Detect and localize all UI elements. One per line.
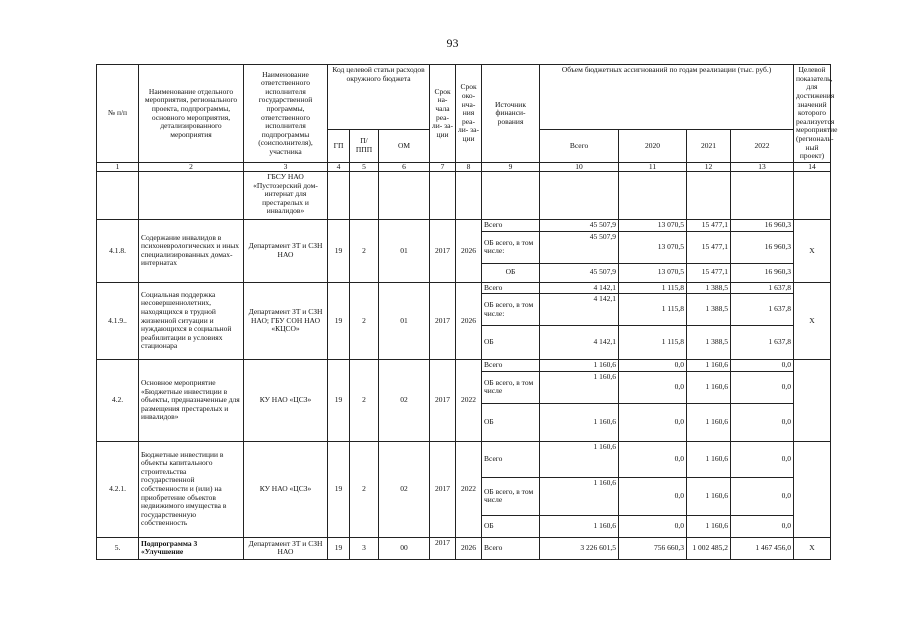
start-cell: 2017	[430, 282, 456, 360]
responsible-cell: КУ НАО «ЦСЗ»	[244, 441, 328, 537]
y2021-cell: 15 477,1	[687, 220, 731, 232]
target-cell: X	[794, 282, 831, 360]
ppp-cell: 2	[350, 282, 379, 360]
y2020-cell: 0,0	[619, 360, 687, 372]
y2020-cell: 13 070,5	[619, 231, 687, 263]
y2022-cell: 0,0	[731, 515, 794, 537]
total-cell: 1 160,6	[540, 360, 619, 372]
gp-cell: 19	[328, 360, 350, 442]
header-start: Срок на- чала реа- ли- за- ции	[430, 65, 456, 163]
row-number: 4.1.9..	[97, 282, 139, 360]
end-cell: 2022	[456, 360, 482, 442]
col-number: 8	[456, 163, 482, 172]
end-cell: 2026	[456, 537, 482, 559]
total-cell: 1 160,6	[540, 403, 619, 441]
column-number-row	[97, 163, 831, 172]
y2022-cell: 1 467 456,0	[731, 537, 794, 559]
om-cell: 01	[379, 220, 430, 283]
y2020-cell: 1 115,8	[619, 326, 687, 360]
row-name: Содержание инвалидов в психоневрологических и иных специализированных домах-интернатах	[139, 220, 244, 283]
table-row	[97, 441, 831, 477]
om-cell: 02	[379, 441, 430, 537]
target-cell: X	[794, 537, 831, 559]
header-code: Код целевой статьи расходов окружного бюджета	[328, 65, 430, 130]
om-cell: 02	[379, 360, 430, 442]
y2021-cell: 1 160,6	[687, 360, 731, 372]
total-cell: 4 142,1	[540, 326, 619, 360]
y2022-cell: 0,0	[731, 360, 794, 372]
y2021-cell: 15 477,1	[687, 231, 731, 263]
table-row	[97, 172, 831, 220]
y2021-cell: 1 160,6	[687, 515, 731, 537]
start-cell: 2017	[430, 360, 456, 442]
y2021-cell: 1 160,6	[687, 477, 731, 515]
ppp-cell: 2	[350, 220, 379, 283]
header-end: Срок око- нча- ния реа- ли- за- ции	[456, 65, 482, 163]
row-name: Социальная поддержка несовершеннолетних, находящихся в трудной жизненной ситуации и нуждающихся в социальной реабилитации в условиях стационара	[139, 282, 244, 360]
target-cell	[794, 360, 831, 442]
col-number: 7	[430, 163, 456, 172]
y2022-cell: 1 637,8	[731, 294, 794, 326]
header-gp: ГП	[328, 130, 350, 163]
col-number: 5	[350, 163, 379, 172]
header-2021: 2021	[687, 130, 731, 163]
y2020-cell: 0,0	[619, 371, 687, 403]
y2022-cell: 1 637,8	[731, 282, 794, 294]
header-om: ОМ	[379, 130, 430, 163]
responsible-cell: ГБСУ НАО «Пустозерский дом-интернат для престарелых и инвалидов»	[244, 172, 328, 220]
y2020-cell: 1 115,8	[619, 282, 687, 294]
y2022-cell: 0,0	[731, 403, 794, 441]
gp-cell: 19	[328, 441, 350, 537]
y2020-cell: 0,0	[619, 477, 687, 515]
row-number: 4.2.	[97, 360, 139, 442]
y2022-cell: 16 960,3	[731, 220, 794, 232]
gp-cell: 19	[328, 220, 350, 283]
source-cell: Всего	[482, 441, 540, 477]
col-number: 11	[619, 163, 687, 172]
om-cell: 00	[379, 537, 430, 559]
col-number: 12	[687, 163, 731, 172]
col-number: 10	[540, 163, 619, 172]
col-number: 14	[794, 163, 831, 172]
row-number: 5.	[97, 537, 139, 559]
table-row	[97, 537, 831, 559]
source-cell: ОБ	[482, 515, 540, 537]
source-cell: ОБ	[482, 403, 540, 441]
ppp-cell: 2	[350, 441, 379, 537]
source-cell: ОБ всего, в том числе:	[482, 294, 540, 326]
ppp-cell: 2	[350, 360, 379, 442]
end-cell: 2026	[456, 282, 482, 360]
header-2020: 2020	[619, 130, 687, 163]
total-cell: 4 142,1	[540, 282, 619, 294]
end-cell: 2026	[456, 220, 482, 283]
header-source: Источник финанси- рования	[482, 65, 540, 163]
col-number: 1	[97, 163, 139, 172]
table-row	[97, 360, 831, 372]
gp-cell: 19	[328, 537, 350, 559]
y2021-cell: 1 160,6	[687, 403, 731, 441]
row-name: Подпрограмма 3 «Улучшение	[139, 537, 244, 559]
target-cell: X	[794, 220, 831, 283]
y2020-cell: 13 070,5	[619, 220, 687, 232]
col-number: 4	[328, 163, 350, 172]
header-row	[97, 65, 831, 130]
header-responsible: Наименование ответственного исполнителя государственной программы, ответственного исполнителя подпрограммы (соисполнителя), участника	[244, 65, 328, 163]
y2020-cell: 13 070,5	[619, 263, 687, 282]
y2021-cell: 1 388,5	[687, 282, 731, 294]
row-name: Основное мероприятие «Бюджетные инвестиции в объекты, предназначенные для размещения престарелых и инвалидов»	[139, 360, 244, 442]
y2020-cell: 0,0	[619, 515, 687, 537]
total-cell: 1 160,6	[540, 515, 619, 537]
y2020-cell: 1 115,8	[619, 294, 687, 326]
source-cell: Всего	[482, 360, 540, 372]
row-number: 4.2.1.	[97, 441, 139, 537]
responsible-cell: Департамент ЗТ и СЗН НАО; ГБУ СОН НАО «КЦСО»	[244, 282, 328, 360]
col-number: 13	[731, 163, 794, 172]
total-cell: 1 160,6	[540, 477, 619, 515]
total-cell: 45 507,9	[540, 220, 619, 232]
start-cell: 2017	[430, 220, 456, 283]
y2022-cell: 0,0	[731, 441, 794, 477]
page-number: 93	[446, 36, 459, 50]
start-cell: 2017	[430, 537, 456, 559]
col-number: 9	[482, 163, 540, 172]
y2022-cell: 1 637,8	[731, 326, 794, 360]
total-cell: 45 507,9	[540, 231, 619, 263]
y2021-cell: 15 477,1	[687, 263, 731, 282]
header-target: Целевой показатель, для достижения значений которого реализуется мероприятие (региональ- ный проект)	[794, 65, 831, 163]
col-number: 2	[139, 163, 244, 172]
ppp-cell: 3	[350, 537, 379, 559]
y2021-cell: 1 002 485,2	[687, 537, 731, 559]
col-number: 3	[244, 163, 328, 172]
start-cell: 2017	[430, 441, 456, 537]
total-cell: 4 142,1	[540, 294, 619, 326]
source-cell: Всего	[482, 220, 540, 232]
y2022-cell: 16 960,3	[731, 231, 794, 263]
total-cell: 1 160,6	[540, 371, 619, 403]
total-cell: 1 160,6	[540, 441, 619, 477]
source-cell: ОБ	[482, 263, 540, 282]
header-ppp: П/ ППП	[350, 130, 379, 163]
total-cell: 3 226 601,5	[540, 537, 619, 559]
responsible-cell: КУ НАО «ЦСЗ»	[244, 360, 328, 442]
source-cell: Всего	[482, 537, 540, 559]
row-number: 4.1.8.	[97, 220, 139, 283]
y2022-cell: 0,0	[731, 371, 794, 403]
end-cell: 2022	[456, 441, 482, 537]
y2022-cell: 16 960,3	[731, 263, 794, 282]
col-number: 6	[379, 163, 430, 172]
y2020-cell: 0,0	[619, 441, 687, 477]
budget-table	[96, 64, 838, 560]
y2020-cell: 0,0	[619, 403, 687, 441]
source-cell: ОБ всего, в том числе	[482, 371, 540, 403]
header-2022: 2022	[731, 130, 794, 163]
y2021-cell: 1 388,5	[687, 326, 731, 360]
gp-cell: 19	[328, 282, 350, 360]
source-cell: Всего	[482, 282, 540, 294]
table-row	[97, 220, 831, 232]
y2021-cell: 1 388,5	[687, 294, 731, 326]
table-row	[97, 282, 831, 294]
target-cell	[794, 441, 831, 537]
source-cell: ОБ	[482, 326, 540, 360]
y2021-cell: 1 160,6	[687, 371, 731, 403]
header-total: Всего	[540, 130, 619, 163]
header-name: Наименование отдельного мероприятия, регионального проекта, подпрограммы, основного мероприятия, детализированного мероприятия	[139, 65, 244, 163]
source-cell: ОБ всего, в том числе:	[482, 231, 540, 263]
source-cell: ОБ всего, в том числе	[482, 477, 540, 515]
header-volume: Объем бюджетных ассигнований по годам реализации (тыс. руб.)	[540, 65, 794, 130]
row-name: Бюджетные инвестиции в объекты капитального строительства государственной собственности и (или) на приобретение объектов недвижимого имущества в государственную собственность	[139, 441, 244, 537]
responsible-cell: Департамент ЗТ и СЗН НАО	[244, 220, 328, 283]
y2020-cell: 756 660,3	[619, 537, 687, 559]
om-cell: 01	[379, 282, 430, 360]
header-no: № п/п	[97, 65, 139, 163]
responsible-cell: Департамент ЗТ и СЗН НАО	[244, 537, 328, 559]
total-cell: 45 507,9	[540, 263, 619, 282]
y2022-cell: 0,0	[731, 477, 794, 515]
y2021-cell: 1 160,6	[687, 441, 731, 477]
